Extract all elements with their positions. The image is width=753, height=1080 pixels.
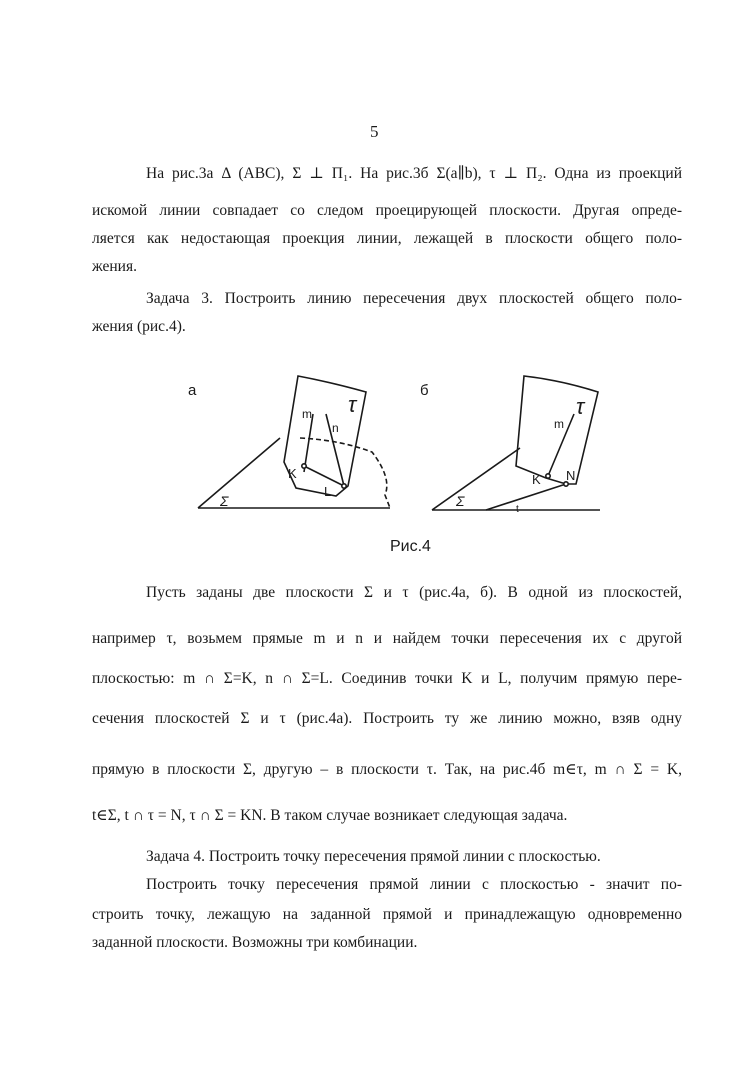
figure-panel-a	[198, 376, 390, 508]
page-number: 5	[370, 122, 379, 141]
paragraph-2-line-6: t∈Σ, t ∩ τ = N, τ ∩ Σ = KN. В таком случае возникает следующая задача.	[92, 807, 568, 824]
figure-4-diagram	[180, 360, 620, 530]
label-n-a: n	[332, 421, 339, 435]
task-4-line-1: Построить точку пересечения прямой линии с плоскостью - значит по-	[146, 876, 682, 893]
sigma-plane-a-dashed	[300, 438, 390, 508]
label-sigma-b: Σ	[456, 493, 465, 509]
label-L-a: L	[324, 484, 332, 499]
label-tau-b: τ	[576, 394, 585, 419]
paragraph-2-line-2: например τ, возьмем прямые m и n и найдем точки пересечения их с другой	[92, 630, 682, 647]
figure-panel-b	[432, 376, 600, 510]
paragraph-1-line-2: искомой линии совпадает со следом проецирующей плоскости. Другая опреде-	[92, 202, 682, 219]
label-K-b: K	[532, 472, 541, 487]
label-m-b: m	[554, 417, 564, 431]
figure-panel-a-label: а	[188, 382, 197, 399]
paragraph-1-line-1: На рис.3а Δ (ABC), Σ ⊥ Π₁. На рис.3б Σ(a∥b), τ ⊥ Π₂. Одна из проекций	[146, 165, 682, 182]
label-tau-a: τ	[348, 392, 357, 417]
paragraph-2-line-5: прямую в плоскости Σ, другую – в плоскости τ. Так, на рис.4б m∈τ, m ∩ Σ = K,	[92, 761, 682, 778]
line-KL	[304, 466, 344, 486]
label-K-a: K	[288, 466, 297, 481]
point-L-a	[342, 484, 346, 488]
paragraph-1-line-4: жения.	[92, 258, 137, 275]
paragraph-1-line-3: ляется как недостающая проекция линии, лежащей в плоскости общего поло-	[92, 230, 682, 247]
label-t-b: t	[516, 504, 519, 515]
task-3-line-1: Задача 3. Построить линию пересечения двух плоскостей общего поло-	[146, 290, 682, 307]
line-t-b	[486, 484, 566, 510]
figure-panel-b-label: б	[420, 382, 429, 399]
paragraph-2-line-4: сечения плоскостей Σ и τ (рис.4а). Построить ту же линию можно, взяв одну	[92, 710, 682, 727]
label-m-a: m	[302, 407, 312, 421]
paragraph-2-line-1: Пусть заданы две плоскости Σ и τ (рис.4а, б). В одной из плоскостей,	[146, 584, 682, 601]
task-3-line-2: жения (рис.4).	[92, 318, 186, 335]
task-4-title: Задача 4. Построить точку пересечения прямой линии с плоскостью.	[146, 848, 601, 865]
point-K-a	[302, 464, 306, 468]
figure-caption: Рис.4	[390, 538, 431, 555]
label-sigma-a: Σ	[220, 493, 229, 509]
task-4-line-2: строить точку, лежащую на заданной прямой и принадлежащую одновременно	[92, 906, 682, 923]
task-4-line-3: заданной плоскости. Возможны три комбинации.	[92, 934, 418, 951]
label-N-b: N	[566, 468, 576, 483]
point-K-b	[546, 474, 550, 478]
paragraph-2-line-3: плоскостью: m ∩ Σ=K, n ∩ Σ=L. Соединив точки K и L, получим прямую пере-	[92, 670, 682, 687]
line-m-a	[304, 414, 313, 472]
